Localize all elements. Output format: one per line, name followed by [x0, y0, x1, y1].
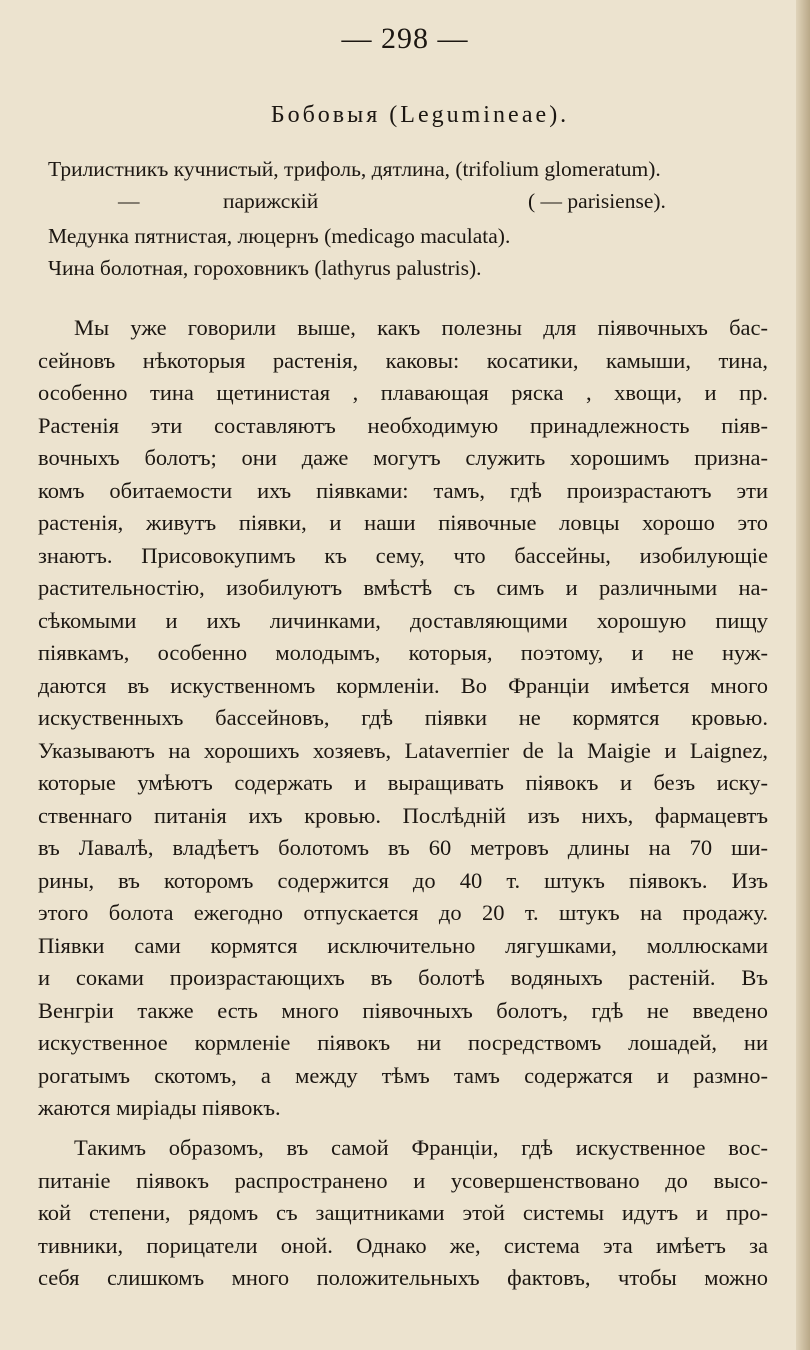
- text-line: піявкамъ, особенно молодымъ, которыя, поэтому, и не нуж-: [38, 640, 768, 665]
- text-line: искуственное кормленіе піявокъ ни посредствомъ лошадей, ни: [38, 1030, 768, 1055]
- text-line: Указываютъ на хорошихъ хозяевъ, Lataverпier de la Maigie и Laignez,: [38, 737, 768, 763]
- text-line: Мы уже говорили выше, какъ полезны для піявочныхъ бас-: [74, 315, 768, 340]
- text-line: Растенія эти составляютъ необходимую принадлежность піяв-: [38, 412, 768, 438]
- text-line: этого болота ежегодно отпускается до 20 т. штукъ на продажу.: [38, 900, 768, 925]
- text-line: растительностію, изобилуютъ вмѣстѣ съ симъ и различными на-: [38, 575, 768, 600]
- text-line: которые умѣютъ содержать и выращивать піявокъ и безъ иску-: [38, 770, 768, 795]
- text-line: рогатымъ скотомъ, а между тѣмъ тамъ содержатся и размно-: [38, 1062, 768, 1088]
- text-line: Піявки сами кормятся исключительно лягушками, моллюсками: [38, 932, 768, 958]
- text-line: вочныхъ болотъ; они даже могутъ служить хорошимъ призна-: [38, 445, 768, 470]
- text-line: ственнаго питанія ихъ кровью. Послѣдній изъ нихъ, фармацевтъ: [38, 802, 768, 828]
- ditto-dash: —: [118, 189, 140, 213]
- text-line: себя слишкомъ много положительныхъ фактовъ, чтобы можно: [38, 1265, 768, 1290]
- text-line: питаніе піявокъ распространено и усовершенствовано до высо-: [38, 1167, 768, 1193]
- plant-latin: ( — parisiense).: [528, 189, 666, 213]
- plant-entry-4: Чина болотная, гороховникъ (lathyrus palustris).: [48, 256, 482, 280]
- text-line: кой степени, рядомъ съ защитниками этой системы идутъ и про-: [38, 1200, 768, 1225]
- text-line: и соками произрастающихъ въ болотѣ водяныхъ растеній. Въ: [38, 965, 768, 990]
- text-line: растенія, живутъ піявки, и наши піявочные ловцы хорошо это: [38, 510, 768, 535]
- text-line: Венгріи также есть много піявочныхъ болотъ, гдѣ не введено: [38, 997, 768, 1023]
- text-line: особенно тина щетинистая , плавающая ряска , хвощи, и пр.: [38, 380, 768, 405]
- plant-entry-3: Медунка пятнистая, люцернъ (medicago maculata).: [48, 224, 511, 248]
- text-line: искуственныхъ бассейновъ, гдѣ піявки не кормятся кровью.: [38, 705, 768, 730]
- page-number: — 298 —: [341, 22, 469, 55]
- paragraph-2: [38, 1132, 768, 1295]
- text-line: жаются миріады піявокъ.: [38, 1095, 281, 1120]
- page-edge: [796, 0, 810, 1350]
- text-line: комъ обитаемости ихъ піявками: тамъ, гдѣ произрастаютъ эти: [38, 477, 768, 503]
- text-line: знаютъ. Присовокупимъ къ сему, что бассейны, изобилующіе: [38, 542, 768, 568]
- paragraph-1: [38, 312, 768, 1125]
- plant-name: парижскій: [223, 189, 319, 213]
- text-line: сѣкомыми и ихъ личинками, доставляющими хорошую пищу: [38, 607, 768, 633]
- text-line: сейновъ нѣкоторыя растенія, каковы: косатики, камыши, тина,: [38, 347, 768, 373]
- text-line: рины, въ которомъ содержится до 40 т. штукъ піявокъ. Изъ: [38, 867, 768, 893]
- text-line: тивники, порицатели оной. Однако же, система эта имѣетъ за: [38, 1232, 768, 1258]
- text-line: въ Лавалѣ, владѣетъ болотомъ въ 60 метровъ длины на 70 ши-: [38, 835, 768, 860]
- text-line: даются въ искуственномъ кормленіи. Во Франціи имѣется много: [38, 672, 768, 698]
- plant-entry-1: Трилистникъ кучнистый, трифоль, дятлина, (trifolium glomeratum).: [48, 157, 661, 181]
- text-line: Такимъ образомъ, въ самой Франціи, гдѣ искуственное вос-: [74, 1135, 768, 1160]
- section-heading: Бобовыя (Leguminеае).: [270, 102, 570, 128]
